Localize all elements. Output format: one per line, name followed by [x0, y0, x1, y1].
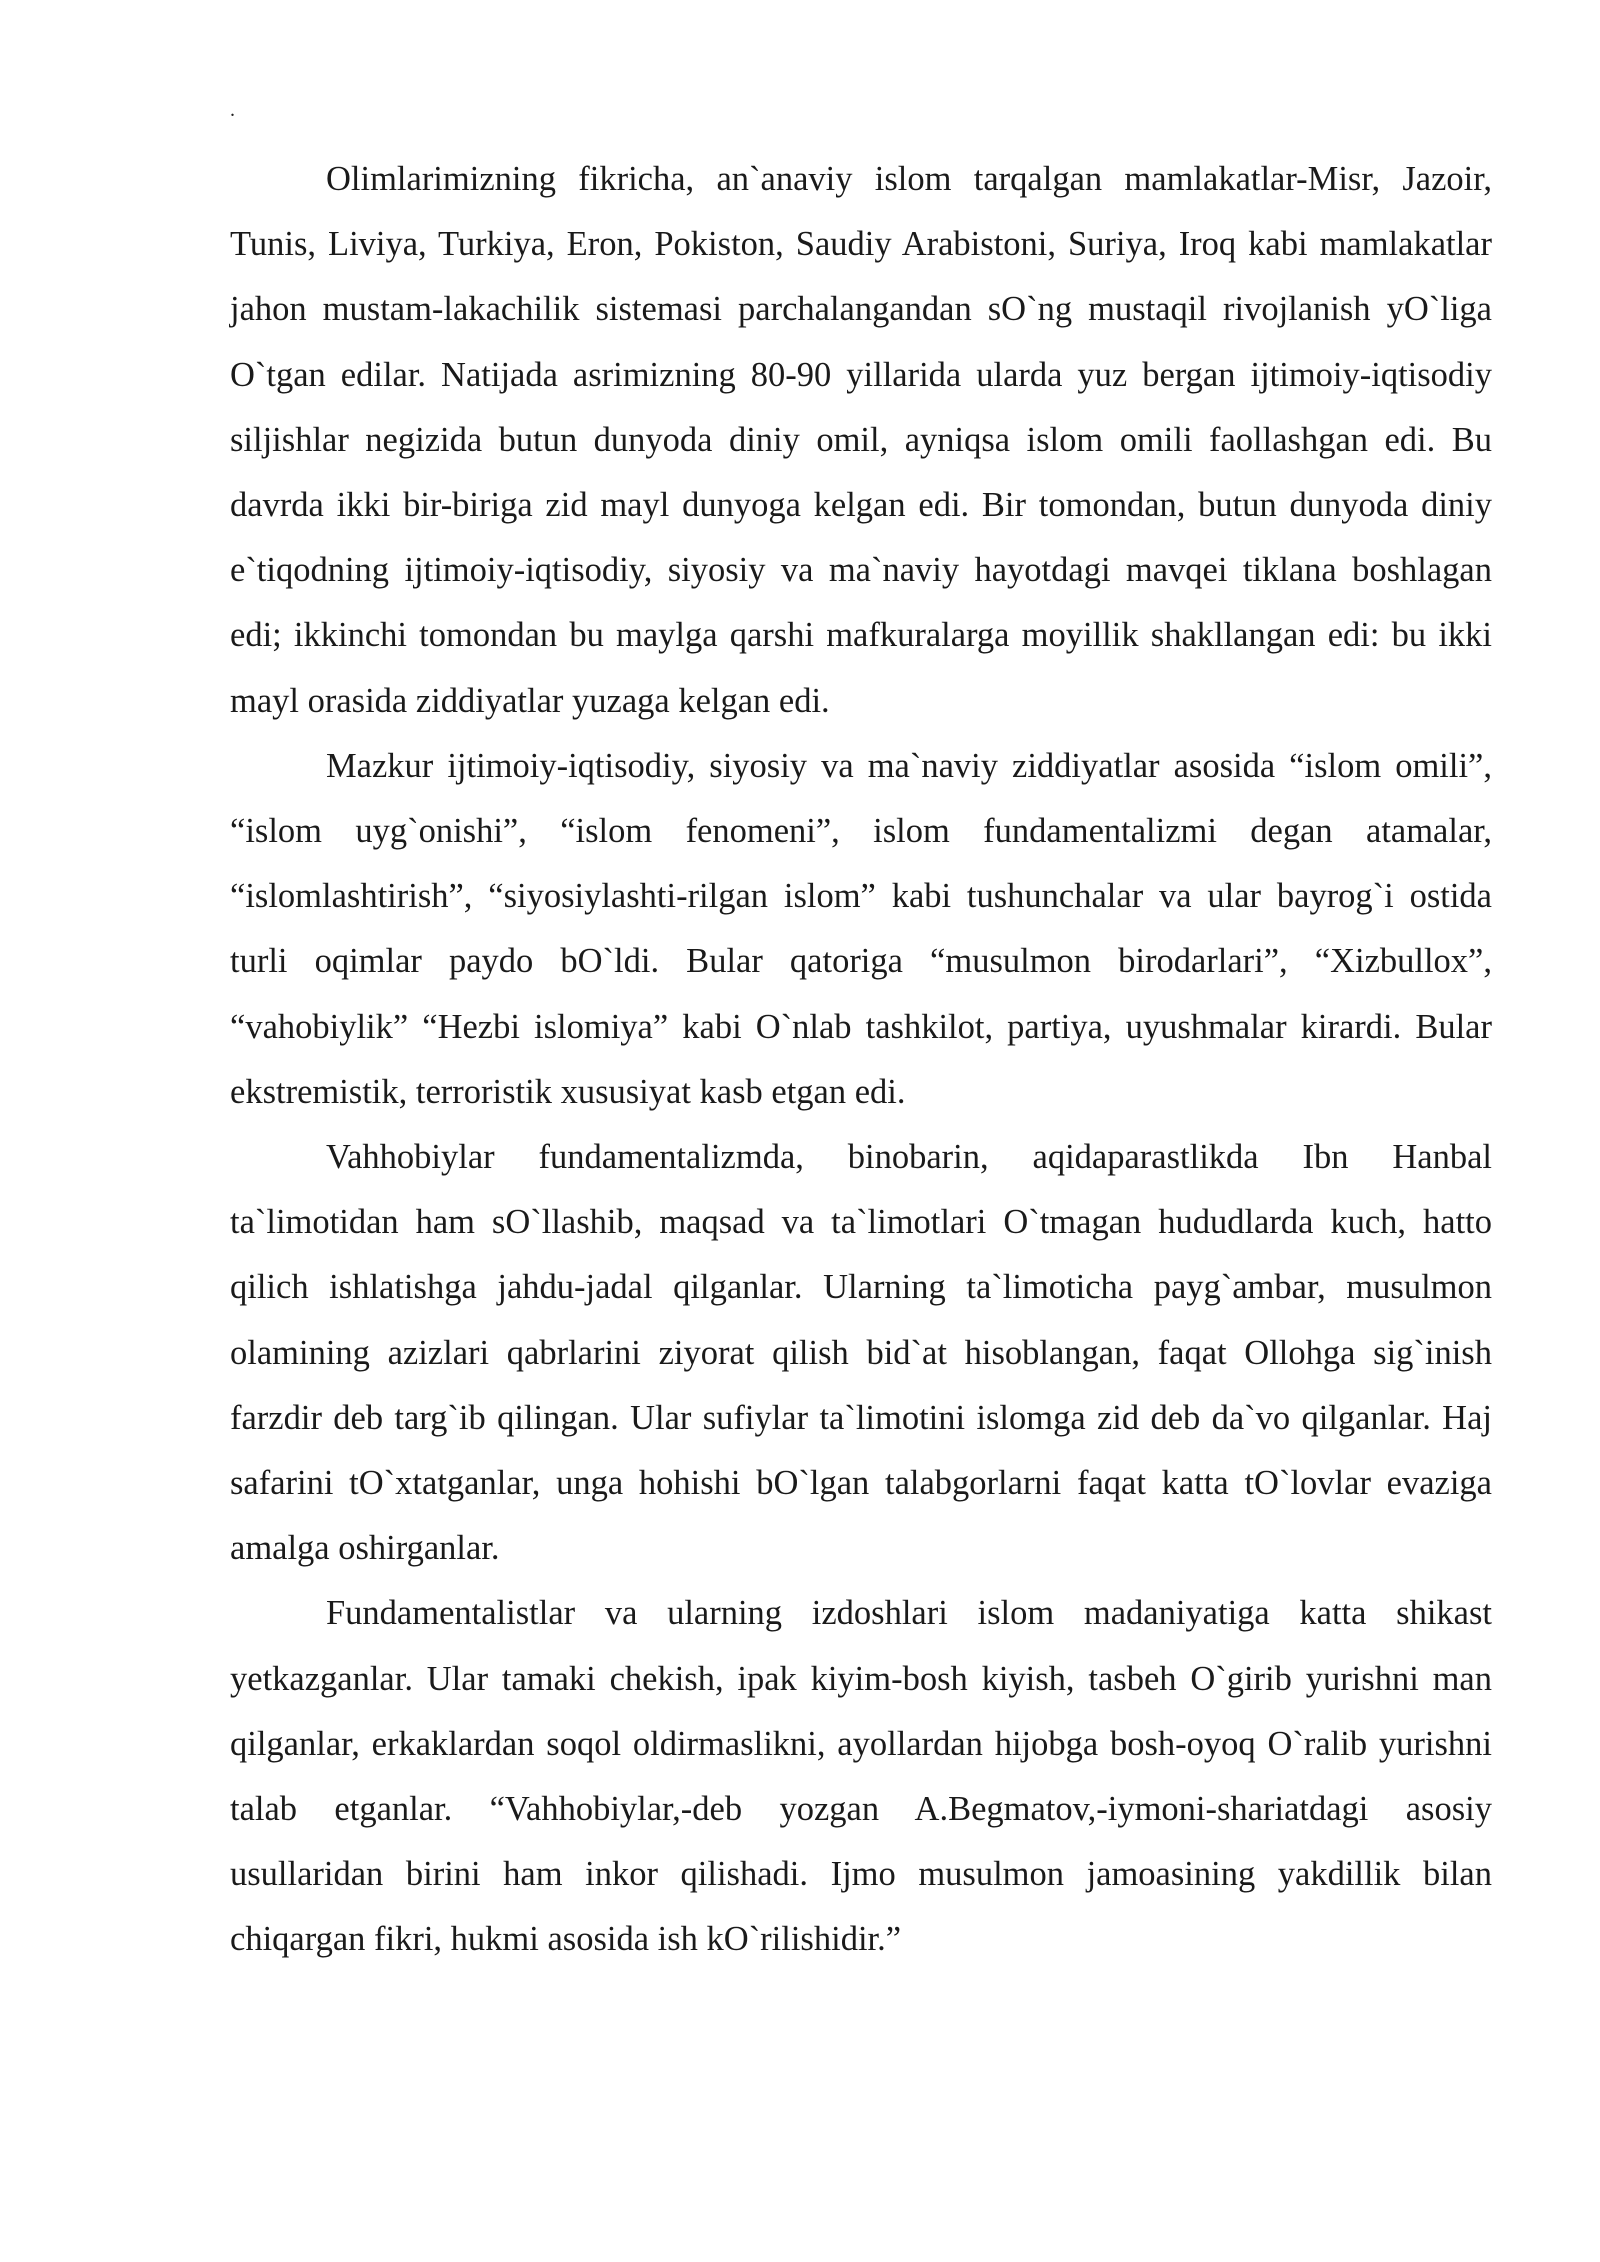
document-body — [230, 147, 1492, 1973]
paragraph-1: Olimlarimizning fikricha, an`anaviy islom tarqalgan mamlakatlar-Misr, Jazoir, Tunis, Liviya, Turkiya, Eron, Pokiston, Saudiy Arabistoni, Suriya, Iroq kabi mamlakatlar jahon mustam-lakachilik sistemasi parchalangandan sO`ng mustaqil rivojlanish yO`liga O`tgan edilar. Natijada asrimizning 80-90 yillarida ularda yuz bergan ijtimoiy-iqtisodiy siljishlar negizida butun dunyoda diniy omil, ayniqsa islom omili faollashgan edi. Bu davrda ikki bir-biriga zid mayl dunyoga kelgan edi. Bir tomondan, butun dunyoda diniy e`tiqodning ijtimoiy-iqtisodiy, siyosiy va ma`naviy hayotdagi mavqei tiklana boshlagan edi; ikkinchi tomondan bu maylga qarshi mafkuralarga moyillik shakllangan edi: bu ikki mayl orasida ziddiyatlar yuzaga kelgan edi. — [230, 160, 1492, 720]
page-mark: . — [230, 99, 235, 121]
paragraph-3: Vahhobiylar fundamentalizmda, binobarin, aqidaparastlikda Ibn Hanbal ta`limotidan ham sO`llashib, maqsad va ta`limotlari O`tmagan hududlarda kuch, hatto qilich ishlatishga jahdu-jadal qilganlar. Ularning ta`limoticha payg`ambar, musulmon olamining azizlari qabrlarini ziyorat qilish bid`at hisoblangan, faqat Ollohga sig`inish farzdir deb targ`ib qilingan. Ular sufiylar ta`limotini islomga zid deb da`vo qilganlar. Haj safarini tO`xtatganlar, unga hohishi bO`lgan talabgorlarni faqat katta tO`lovlar evaziga amalga oshirganlar. — [230, 1138, 1492, 1568]
paragraph-2: Mazkur ijtimoiy-iqtisodiy, siyosiy va ma`naviy ziddiyatlar asosida “islom omili”, “islom uyg`onishi”, “islom fenomeni”, islom fundamentalizmi degan atamalar, “islomlashtirish”, “siyosiylashti-rilgan islom” kabi tushunchalar va ular bayrog`i ostida turli oqimlar paydo bO`ldi. Bular qatoriga “musulmon birodarlari”, “Xizbullox”, “vahobiylik” “Hezbi islomiya” kabi O`nlab tashkilot, partiya, uyushmalar kirardi. Bular ekstremistik, terroristik xususiyat kasb etgan edi. — [230, 746, 1492, 1111]
paragraph-4: Fundamentalistlar va ularning izdoshlari islom madaniyatiga katta shikast yetkazganlar. Ular tamaki chekish, ipak kiyim-bosh kiyish, tasbeh O`girib yurishni man qilganlar, erkaklardan soqol oldirmaslikni, ayollardan hijobga bosh-oyoq O`ralib yurishni talab etganlar. “Vahhobiylar,-deb yozgan A.Begmatov,-iymoni-shariatdagi asosiy usullaridan birini ham inkor qilishadi. Ijmo musulmon jamoasining yakdillik bilan chiqargan fikri, hukmi asosida ish kO`rilishidir.” — [230, 1594, 1492, 1959]
